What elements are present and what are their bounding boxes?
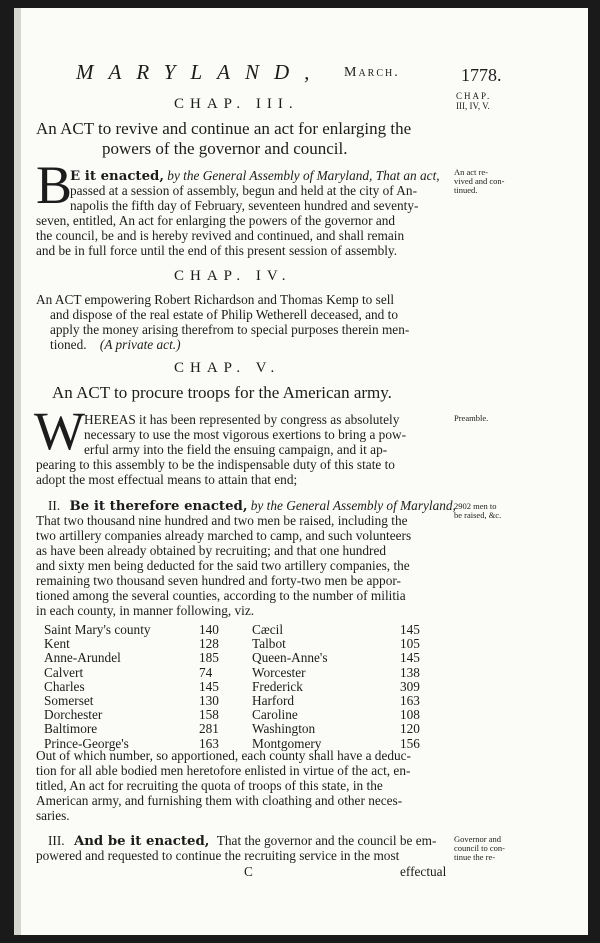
- county-name-right: Queen-Anne's: [252, 650, 328, 666]
- chapter-3-line-1: by the General Assembly of Maryland, That an act,: [167, 168, 440, 183]
- county-name-left: Anne-Arundel: [44, 650, 121, 666]
- county-count-left: 128: [199, 636, 219, 652]
- chapter-3-enacting-words: E it enacted,: [70, 169, 164, 184]
- county-count-left: 145: [199, 678, 219, 694]
- section-2-enacting-words: Be it therefore enacted,: [69, 499, 248, 514]
- chapter-3-heading: CHAP. III.: [174, 96, 299, 112]
- after-table-line-2: tion for all able bodied men heretofore enlisted in virtue of the act, en-: [36, 763, 411, 778]
- section-2-line-1: by the General Assembly of Maryland,: [250, 498, 456, 513]
- county-count-right: 145: [400, 650, 420, 666]
- county-count-right: 120: [400, 721, 420, 737]
- chapter-5-heading: CHAP. V.: [174, 360, 281, 376]
- section-3-enacting-words: And be it enacted,: [73, 834, 210, 849]
- county-count-left: 281: [199, 721, 219, 737]
- chapter-5-line-4: pearing to this assembly to be the indispensable duty of this state to: [36, 457, 395, 472]
- county-name-right: Montgomery: [252, 735, 322, 751]
- margin-note-preamble: Preamble.: [454, 413, 489, 423]
- after-table-line-5: saries.: [36, 808, 70, 823]
- catchword: effectual: [400, 864, 447, 879]
- document-page: [14, 8, 588, 935]
- section-2-line-8: in each county, in manner following, viz.: [36, 603, 255, 618]
- margin-note-governor-3: tinue the re-: [454, 852, 496, 862]
- after-table-line-4: American army, and furnishing them with cloathing and other neces-: [36, 793, 403, 808]
- county-count-left: 130: [199, 693, 219, 708]
- margin-note-revived-3: tinued.: [454, 185, 478, 195]
- county-name-left: Kent: [44, 636, 70, 652]
- section-2-line-5: and sixty men being deducted for the said two artillery companies, the: [36, 558, 410, 573]
- county-name-left: Baltimore: [44, 721, 98, 737]
- county-name-right: Harford: [252, 693, 295, 708]
- margin-note-governor-2: council to con-: [454, 843, 505, 853]
- margin-note-governor-1: Governor and: [454, 834, 501, 844]
- chapter-5-line-1: HEREAS it has been represented by congress as absolutely: [84, 412, 400, 427]
- margin-chapter-ref: CHAP.: [456, 91, 492, 101]
- after-table-line-3: titled, An act for recruiting the quota of troops of this state, in the: [36, 778, 383, 793]
- chapter-3-line-2: passed at a session of assembly, begun and held at the city of An-: [70, 183, 417, 198]
- after-table-line-1: Out of which number, so apportioned, each county shall have a deduc-: [36, 748, 411, 763]
- chapter-5-line-3: erful army into the field the ensuing campaign, and it ap-: [84, 442, 388, 457]
- county-count-right: 145: [400, 622, 420, 637]
- drop-cap-w: W: [34, 401, 85, 461]
- chapter-3-line-5: the council, be and is hereby revived and continued, and shall remain: [36, 228, 405, 243]
- section-3-line-2: powered and requested to continue the recruiting service in the most: [36, 848, 400, 863]
- chapter-3-title-line-1: An ACT to revive and continue an act for enlarging the: [36, 119, 412, 138]
- margin-note-revived-1: An act re-: [454, 167, 488, 177]
- chapter-5-title: An ACT to procure troops for the American army.: [52, 383, 392, 402]
- section-3-line-1: That the governor and the council be em-: [216, 833, 437, 848]
- county-count-left: 163: [199, 735, 219, 751]
- section-2-line-4: as have been already obtained by recruiting; and that one hundred: [36, 543, 387, 558]
- margin-note-revived-2: vived and con-: [454, 176, 505, 186]
- section-2-line-7: tioned among the several counties, according to the number of militia: [36, 588, 406, 603]
- page-spine: [14, 8, 21, 935]
- county-name-right: Caroline: [252, 707, 298, 723]
- section-2-number: II.: [48, 498, 61, 513]
- county-name-left: Dorchester: [44, 707, 103, 723]
- county-name-right: Washington: [252, 721, 316, 737]
- chapter-3-line-3: napolis the fifth day of February, seventeen hundred and seventy-: [70, 198, 419, 213]
- county-name-left: Prince-George's: [44, 735, 129, 751]
- running-header-year: 1778.: [461, 65, 502, 85]
- chapter-5-line-5: adopt the most effectual means to attain that end;: [36, 472, 298, 487]
- private-act-note: (A private act.): [99, 337, 181, 352]
- county-name-right: Talbot: [252, 636, 286, 652]
- chapter-4-line-2: and dispose of the real estate of Philip Wetherell deceased, and to: [50, 307, 398, 322]
- county-count-right: 163: [400, 693, 420, 708]
- county-count-right: 156: [400, 735, 420, 751]
- drop-cap-b: B: [36, 155, 73, 215]
- county-count-left: 140: [199, 622, 219, 637]
- section-2-line-3: two artillery companies already marched to camp, and such volunteers: [36, 528, 412, 543]
- margin-note-2902-2: be raised, &c.: [454, 510, 502, 520]
- county-count-right: 108: [400, 707, 420, 723]
- county-count-left: 185: [199, 650, 219, 666]
- county-name-right: Cæcil: [252, 622, 284, 637]
- county-name-left: Charles: [44, 678, 85, 694]
- margin-note-2902-1: 2902 men to: [454, 501, 497, 511]
- chapter-4-line-4: tioned.: [50, 337, 87, 352]
- county-count-right: 138: [400, 664, 420, 680]
- county-count-right: 105: [400, 636, 420, 652]
- chapter-3-line-4: seven, entitled, An act for enlarging the powers of the governor and: [36, 213, 396, 228]
- chapter-4-line-1: An ACT empowering Robert Richardson and Thomas Kemp to sell: [36, 292, 395, 307]
- chapter-5-line-2: necessary to use the most vigorous exertions to bring a pow-: [84, 427, 407, 442]
- county-name-right: Frederick: [252, 678, 303, 694]
- chapter-4-line-3: apply the money arising therefrom to special purposes therein men-: [50, 322, 410, 337]
- running-header-month: March.: [344, 65, 400, 80]
- county-name-right: Worcester: [252, 664, 306, 680]
- chapter-3-line-6: and be in full force until the end of this present session of assembly.: [36, 243, 398, 258]
- chapter-3-title-line-2: powers of the governor and council.: [102, 139, 348, 158]
- section-3-number: III.: [48, 833, 65, 848]
- running-header-state: MARYLAND,: [76, 60, 325, 84]
- section-2-line-6: remaining two thousand seven hundred and forty-two men be appor-: [36, 573, 401, 588]
- county-count-left: 158: [199, 707, 219, 723]
- county-name-left: Saint Mary's county: [44, 622, 151, 637]
- signature-mark: C: [244, 864, 253, 879]
- chapter-4-heading: CHAP. IV.: [174, 268, 292, 284]
- county-count-right: 309: [400, 678, 420, 694]
- county-count-left: 74: [199, 664, 213, 680]
- section-2-line-2: That two thousand nine hundred and two men be raised, including the: [36, 513, 408, 528]
- county-name-left: Somerset: [44, 693, 94, 708]
- county-name-left: Calvert: [44, 664, 84, 680]
- margin-chapter-ref-numbers: III, IV, V.: [456, 101, 490, 111]
